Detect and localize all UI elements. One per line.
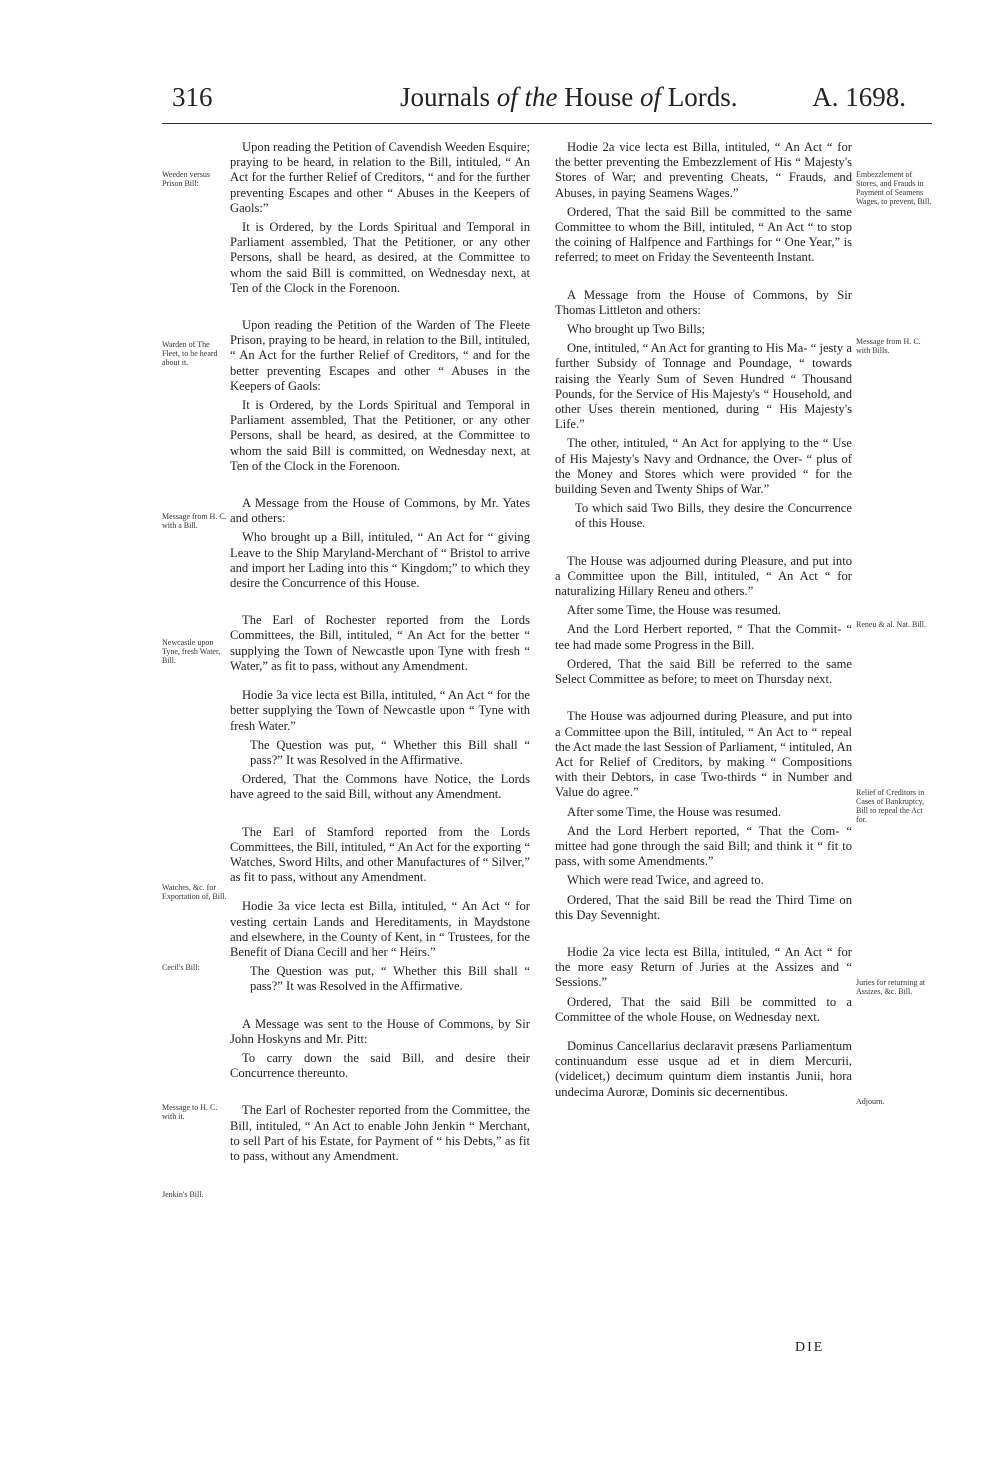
- left-column: [230, 140, 530, 1168]
- entry-reneu-order: Ordered, That the said Bill be referred to the same Select Committee as before; to meet on Thursday next.: [555, 656, 852, 687]
- margin-note-message-bills: Message from H. C. with Bills.: [856, 337, 921, 355]
- margin-note-jenkin: Jenkin's Bill.: [162, 1190, 204, 1199]
- title-word-of: of: [640, 82, 662, 112]
- page-title: [400, 82, 738, 113]
- entry-message-littleton: A Message from the House of Commons, by Sir Thomas Littleton and others:: [555, 287, 852, 317]
- entry-creditors-agreed: Which were read Twice, and agreed to.: [567, 873, 764, 888]
- margin-note-weeden: Weeden versus Prison Bill:: [162, 170, 211, 188]
- entry-jenkin-report: The Earl of Rochester reported from the Committee, the Bill, intituled, “ An Act to enable John Jenkin “ Merchant, to sell Part of his Estate, for Payment of “ his Debts,” as fit to pass, without any Amendment.: [230, 1103, 530, 1163]
- entry-juries-order: Ordered, That the said Bill be committed to a Committee of the whole House, on Wednesday next.: [555, 994, 852, 1024]
- entry-concurrence: To which said Two Bills, they desire the Concurrence of this House.: [575, 501, 852, 531]
- entry-reneu-resumed: After some Time, the House was resumed.: [567, 603, 782, 618]
- entry-weeden-order: It is Ordered, by the Lords Spiritual and Temporal in Parliament assembled, That the Petitioner, or any other Persons, shall be heard, as desired, at the Committee to whom the said Bill is committed, on Wednesday next, at Ten of the Clock in the Forenoon.: [230, 220, 530, 295]
- entry-adjournment: Dominus Cancellarius declaravit præsens Parliamentum continuandum esse usque ad et in diem Mercurii, (videlicet,) decimum quintum diem instantis Junii, hora undecima Auroræ, Dominis sic decernentibus.: [555, 1038, 852, 1099]
- entry-maryland-bill: Who brought up a Bill, intituled, “ An Act for “ giving Leave to the Ship Maryland-Merchant of “ Bristol to arrive and import her Lading into this “ Kingdom;” to which they desire the Concurrence of this House.: [230, 530, 530, 591]
- entry-carry-down: To carry down the said Bill, and desire their Concurrence thereunto.: [230, 1050, 530, 1081]
- margin-note-reneu: Reneu & al. Nat. Bill.: [856, 620, 926, 629]
- entry-tonnage-bill: One, intituled, “ An Act for granting to His Ma- “ jesty a further Subsidy of Tonnage and Poundage, “ towards raising the Yearly Sum of Seven Hundred “ Thousand Pounds, for the Service of His Majesty's “ Household, and other Uses therein mentioned, during “ His Majesty's Life.”: [555, 341, 852, 432]
- entry-cecil-reading: Hodie 3a vice lecta est Billa, intituled, “ An Act “ for vesting certain Lands and Hereditaments, in Maydstone and elsewhere, in the County of Kent, in “ Trustees, for the Benefit of Diana Cecill and her “ Heirs.”: [230, 899, 530, 959]
- page-number: 316: [172, 82, 213, 112]
- entry-reneu-committee: The House was adjourned during Pleasure, and put into a Committee upon the Bill, intituled, “ An Act “ for naturalizing Hillary Reneu and others.”: [555, 553, 852, 599]
- entry-juries-reading: Hodie 2a vice lecta est Billa, intituled, “ An Act “ for the more easy Return of Juries at the Assizes and “ Sessions.”: [555, 944, 852, 990]
- margin-note-message-hc: Message from H. C. with a Bill.: [162, 512, 227, 530]
- entry-creditors-order: Ordered, That the said Bill be read the Third Time on this Day Sevennight.: [555, 892, 852, 922]
- right-column: [555, 140, 852, 1104]
- entry-embezzlement-reading: Hodie 2a vice lecta est Billa, intituled, “ An Act “ for the better preventing the Embezzlement of His “ Majesty's Stores of War; and preventing Cheats, “ Frauds, and Abuses, in paying Seamens Wages.”: [555, 140, 852, 200]
- entry-reneu-report: And the Lord Herbert reported, “ That the Commit- “ tee had made some Progress in the Bill.: [555, 622, 852, 652]
- margin-note-message-to-hc: Message to H. C. with it.: [162, 1103, 218, 1121]
- entry-creditors-resumed: After some Time, the House was resumed.: [567, 804, 782, 819]
- margin-note-adjourn: Adjourn.: [856, 1097, 885, 1106]
- margin-note-relief-creditors: Relief of Creditors in Cases of Bankruptcy, Bill to repeal the Act for.: [856, 788, 925, 824]
- title-word-house: House: [564, 82, 634, 112]
- title-word-lords: Lords.: [667, 82, 738, 112]
- margin-note-newcastle: Newcastle upon Tyne, fresh Water, Bill.: [162, 638, 221, 665]
- entry-message-hoskyns: A Message was sent to the House of Commons, by Sir John Hoskyns and Mr. Pitt:: [230, 1016, 530, 1046]
- title-word-journals: Journals: [400, 82, 490, 112]
- entry-newcastle-question: The Question was put, “ Whether this Bill shall “ pass?” It was Resolved in the Affirmative.: [250, 737, 530, 767]
- entry-creditors-report: And the Lord Herbert reported, “ That the Com- “ mittee had gone through the said Bill; and think it “ fit to pass, with some Amendments.”: [555, 823, 852, 869]
- margin-note-watches: Watches, &c. for Exportation of, Bill.: [162, 883, 227, 901]
- header-rule: [162, 123, 932, 124]
- entry-two-bills: Who brought up Two Bills;: [567, 322, 706, 337]
- margin-note-warden: Warden of The Fleet, to be heard about it.: [162, 340, 218, 367]
- entry-navy-bill: The other, intituled, “ An Act for applying to the “ Use of His Majesty's Navy and Ordnance, the Over- “ plus of the Money and Stores which were provided “ for the building Seven and Twenty Ships of War.”: [555, 436, 852, 497]
- entry-weeden-petition: Upon reading the Petition of Cavendish Weeden Esquire; praying to be heard, in relation to the Bill, intituled, “ An Act for the further Relief of Creditors, “ and for the further preventing Escapes and other “ Abuses in the Keepers of Gaols:”: [230, 140, 530, 215]
- entry-warden-order: It is Ordered, by the Lords Spiritual and Temporal in Parliament assembled, That the Petitioner, or any other Persons, shall be heard, as desired, at the Committee to whom the said Bill is committed, on Wednesday next, at Ten of the Clock in the Forenoon.: [230, 398, 530, 473]
- margin-note-juries: Juries for returning at Assizes, &c. Bill.: [856, 978, 926, 996]
- entry-message-yates: A Message from the House of Commons, by Mr. Yates and others:: [230, 496, 530, 526]
- entry-newcastle-report: The Earl of Rochester reported from the Lords Committees, the Bill, intituled, “ An Act for the better “ supplying the Town of Newcastle upon Tyne with fresh “ Water,” as fit to pass, without any Amendment.: [230, 613, 530, 673]
- margin-note-embezzlement: Embezzlement of Stores, and Frauds in Payment of Seamens Wages, to prevent, Bill.: [856, 170, 932, 206]
- entry-creditors-committee: The House was adjourned during Pleasure, and put into a Committee upon the Bill, intituled, “ An Act to “ repeal the Act made the last Session of Parliament, “ intituled, An Act for Relief of Creditors, by making “ Compositions with their Debtors, in case Two-thirds “ in Number and Value do agree.”: [555, 709, 852, 800]
- catchword: DIE: [795, 1340, 825, 1355]
- entry-newcastle-order: Ordered, That the Commons have Notice, the Lords have agreed to the said Bill, without any Amendment.: [230, 772, 530, 802]
- entry-newcastle-reading: Hodie 3a vice lecta est Billa, intituled, “ An Act “ for the better supplying the Town of Newcastle upon “ Tyne with fresh Water.”: [230, 688, 530, 733]
- entry-warden-petition: Upon reading the Petition of the Warden of The Fleete Prison, praying to be heard, in relation to the Bill, intituled, “ An Act for the further Relief of Creditors, “ and for the better preventing Escapes and other “ Abuses in the Keepers of Gaols:: [230, 318, 530, 393]
- entry-embezzlement-order: Ordered, That the said Bill be committed to the same Committee to whom the Bill, intituled, “ An Act “ to stop the coining of Halfpence and Farthings for “ One Year,” is referred; to meet on Friday the Seventeenth Instant.: [555, 204, 852, 265]
- entry-cecil-question: The Question was put, “ Whether this Bill shall “ pass?” It was Resolved in the Affirmative.: [250, 964, 530, 994]
- title-word-of-the: of the: [496, 82, 558, 112]
- page-year: A. 1698.: [812, 82, 906, 112]
- entry-watches-report: The Earl of Stamford reported from the Lords Committees, the Bill, intituled, “ An Act for the exporting “ Watches, Sword Hilts, and other Manufactures of “ Silver,” as fit to pass, without any Amendment.: [230, 824, 530, 885]
- margin-note-cecil: Cecil's Bill:: [162, 963, 200, 972]
- page-header: [160, 80, 920, 120]
